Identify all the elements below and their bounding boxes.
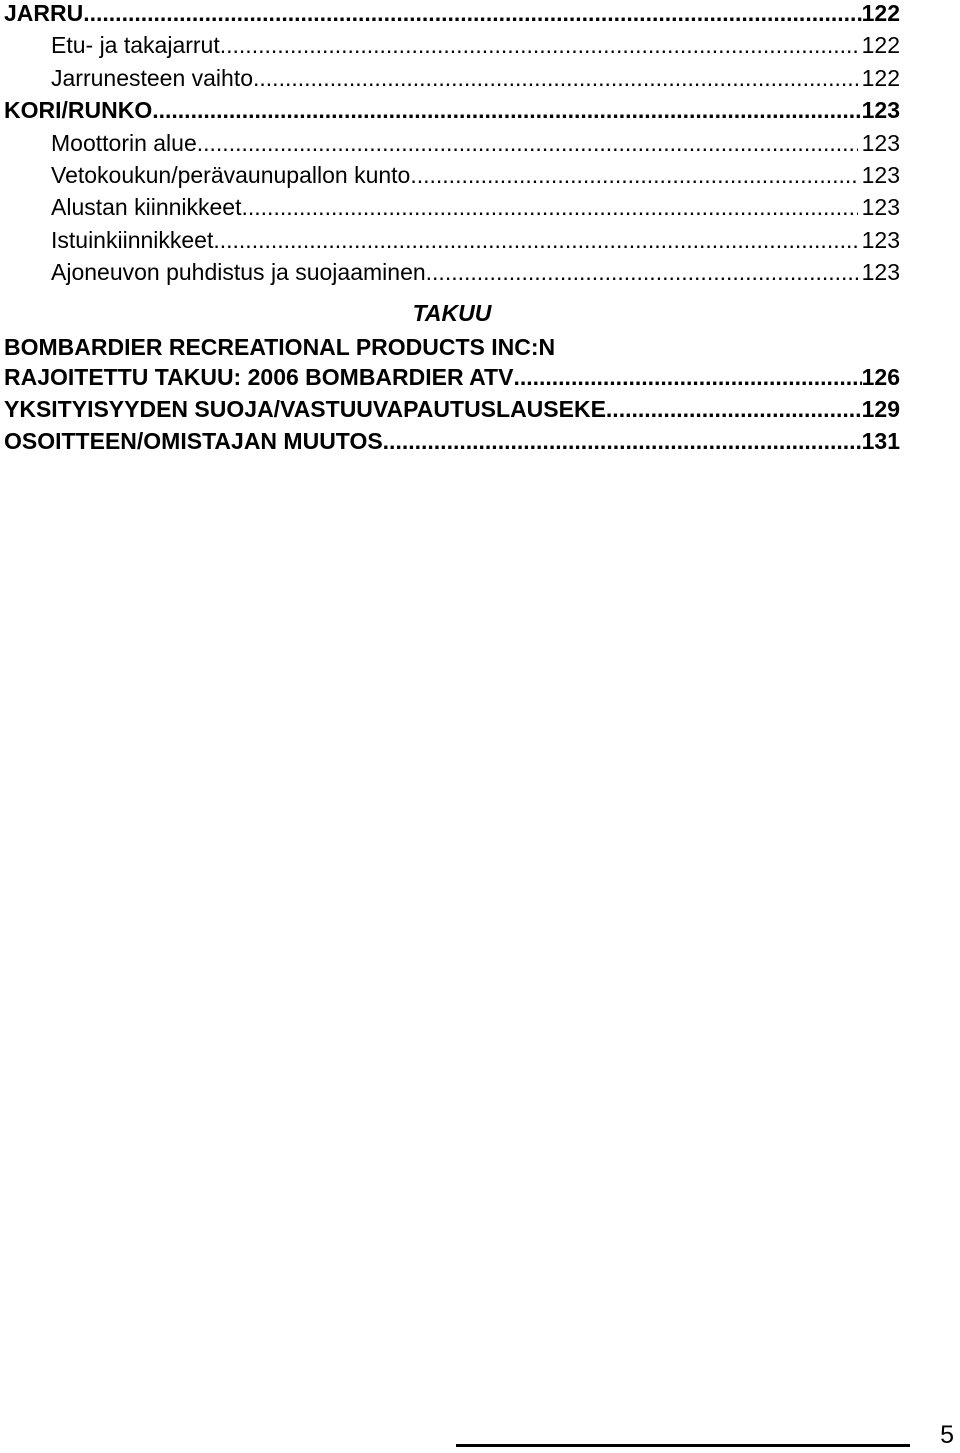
toc-entry-vetokoukun-kunto[interactable]	[4, 159, 900, 191]
toc-entry-istuinkiinnikkeet[interactable]	[4, 224, 900, 256]
section-heading-takuu: TAKUU	[412, 299, 492, 326]
toc-entry-moottorin-alue[interactable]	[4, 127, 900, 159]
dot-leader	[606, 393, 862, 425]
dot-leader	[213, 224, 857, 256]
toc-entry-label: OSOITTEEN/OMISTAJAN MUUTOS	[4, 428, 383, 455]
toc-entry-yksityisyyden-suoja[interactable]	[4, 393, 900, 425]
dot-leader	[242, 191, 858, 223]
toc-entry-page: 126	[861, 363, 900, 390]
toc-entry-page: 122	[861, 64, 900, 91]
toc-entry-alustan-kiinnikkeet[interactable]	[4, 191, 900, 223]
dot-leader	[513, 361, 861, 393]
dot-leader	[426, 256, 858, 288]
toc-entry-label: Istuinkiinnikkeet	[51, 226, 214, 253]
toc-entry-ajoneuvon-puhdistus[interactable]	[4, 256, 900, 288]
toc-entry-label: RAJOITETTU TAKUU: 2006 BOMBARDIER ATV	[4, 363, 514, 390]
dot-leader	[253, 62, 858, 94]
toc-entry-jarru[interactable]	[4, 0, 900, 29]
toc-entry-page: 131	[861, 428, 900, 455]
toc-entry-page: 123	[861, 226, 900, 253]
toc-entry-label: Jarrunesteen vaihto	[51, 64, 254, 91]
toc-entry-osoitteen-muutos[interactable]	[4, 425, 900, 457]
toc-entry-kori-runko[interactable]	[4, 94, 900, 126]
toc-entry-label: Moottorin alue	[51, 129, 197, 156]
toc-entry-page: 123	[861, 194, 900, 221]
dot-leader	[383, 425, 862, 457]
page-number: 5	[940, 1421, 954, 1449]
toc-entry-warranty-title-line1[interactable]: BOMBARDIER RECREATIONAL PRODUCTS INC:N	[4, 333, 556, 360]
dot-leader	[410, 159, 857, 191]
toc-entry-rajoitettu-takuu[interactable]	[4, 361, 900, 393]
toc-entry-page: 129	[861, 395, 900, 422]
table-of-contents	[4, 0, 900, 458]
toc-entry-label: Ajoneuvon puhdistus ja suojaaminen	[51, 259, 426, 286]
dot-leader	[220, 29, 858, 61]
dot-leader	[152, 94, 861, 126]
toc-entry-label: Vetokoukun/perävaunupallon kunto	[51, 161, 411, 188]
toc-entry-page: 123	[861, 161, 900, 188]
toc-entry-label: YKSITYISYYDEN SUOJA/VASTUUVAPAUTUSLAUSEKE	[4, 395, 606, 422]
dot-leader	[83, 0, 861, 29]
toc-entry-page: 122	[861, 32, 900, 59]
footer-rule	[456, 1444, 910, 1447]
toc-entry-label: Etu- ja takajarrut	[51, 32, 220, 59]
toc-entry-page: 123	[861, 97, 900, 124]
toc-entry-etu-ja-takajarrut[interactable]	[4, 29, 900, 61]
toc-entry-label: KORI/RUNKO	[4, 97, 153, 124]
toc-entry-label: Alustan kiinnikkeet	[51, 194, 242, 221]
toc-entry-jarrunesteen-vaihto[interactable]	[4, 62, 900, 94]
toc-entry-page: 123	[861, 259, 900, 286]
toc-entry-page: 123	[861, 129, 900, 156]
toc-entry-page: 122	[861, 0, 900, 26]
dot-leader	[197, 127, 858, 159]
toc-entry-label: JARRU	[4, 0, 84, 26]
